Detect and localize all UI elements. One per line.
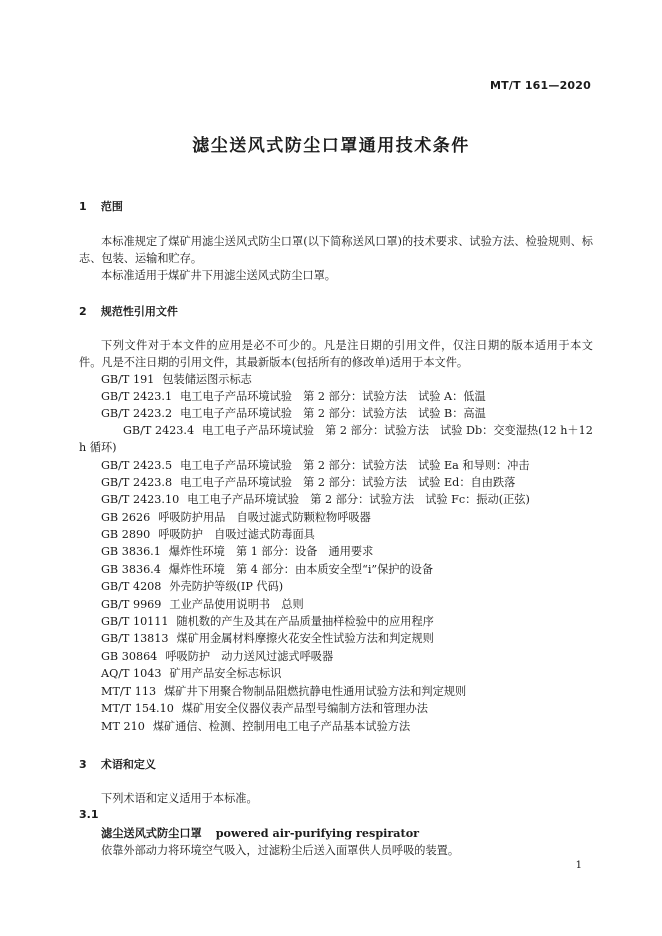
scope-paragraph-1: 本标准规定了煤矿用滤尘送风式防尘口罩(以下简称送风口罩)的技术要求、试验方法、检验规则、标志、包装、运输和贮存。 <box>79 235 593 265</box>
term-english: powered air-purifying respirator <box>215 826 420 840</box>
ref-title: 煤矿用金属材料摩擦火花安全性试验方法和判定规则 <box>176 632 434 645</box>
ref-title: 爆炸性环境 第 4 部分：由本质安全型“i”保护的设备 <box>168 563 434 576</box>
ref-item <box>101 491 593 508</box>
ref-title: 煤矿井下用聚合物制品阻燃抗静电性通用试验方法和判定规则 <box>164 685 467 698</box>
ref-code: GB/T 9969 <box>101 598 162 611</box>
standard-code: MT/T 161—2020 <box>490 79 591 92</box>
ref-code: GB/T 4208 <box>101 580 162 593</box>
ref-item <box>101 388 593 405</box>
ref-item <box>101 561 593 578</box>
ref-item <box>101 648 593 665</box>
ref-code: GB/T 13813 <box>101 632 169 645</box>
ref-title: 电工电子产品环境试验 第 2 部分：试验方法 试验 Fc：振动(正弦) <box>187 493 530 506</box>
ref-item <box>101 630 593 647</box>
section-title: 术语和定义 <box>100 758 156 771</box>
section-heading-scope <box>79 198 123 214</box>
document-title: 滤尘送风式防尘口罩通用技术条件 <box>192 136 470 156</box>
ref-item <box>101 526 593 543</box>
ref-code: GB/T 2423.2 <box>101 407 173 420</box>
term-chinese: 滤尘送风式防尘口罩 <box>101 827 202 840</box>
ref-item <box>101 613 593 630</box>
ref-title: 呼吸防护用品 自吸过滤式防颗粒物呼吸器 <box>158 511 371 524</box>
ref-item <box>101 683 593 700</box>
ref-title: 随机数的产生及其在产品质量抽样检验中的应用程序 <box>176 615 434 628</box>
clause-number: 3.1 <box>79 808 99 821</box>
section-number: 1 <box>79 200 87 213</box>
ref-code: GB 30864 <box>101 650 158 663</box>
section-number: 3 <box>79 758 87 771</box>
ref-title: 电工电子产品环境试验 第 2 部分：试验方法 试验 Ed：自由跌落 <box>180 476 516 489</box>
ref-code: AQ/T 1043 <box>101 667 162 680</box>
ref-title: 电工电子产品环境试验 第 2 部分：试验方法 试验 Ea 和导则：冲击 <box>180 459 530 472</box>
ref-code: GB/T 10111 <box>101 615 169 628</box>
ref-code: GB/T 2423.4 <box>123 424 195 437</box>
ref-item <box>101 509 593 526</box>
ref-code: GB/T 2423.1 <box>101 390 173 403</box>
ref-item <box>101 700 593 717</box>
ref-code: GB 2626 <box>101 511 151 524</box>
ref-title: 爆炸性环境 第 1 部分：设备 通用要求 <box>168 545 374 558</box>
section-heading-terms <box>79 756 156 772</box>
ref-item <box>101 457 593 474</box>
term-definition: 依靠外部动力将环境空气吸入，过滤粉尘后送入面罩供人员呼吸的装置。 <box>101 844 460 857</box>
ref-title: 煤矿用安全仪器仪表产品型号编制方法和管理办法 <box>181 702 428 715</box>
ref-item <box>79 422 593 456</box>
ref-code: GB/T 2423.5 <box>101 459 173 472</box>
ref-title: 矿用产品安全标志标识 <box>169 667 282 680</box>
ref-title: 电工电子产品环境试验 第 2 部分：试验方法 试验 A：低温 <box>180 390 486 403</box>
ref-item <box>101 578 593 595</box>
ref-item <box>101 718 593 735</box>
ref-item <box>101 371 593 388</box>
ref-title: 工业产品使用说明书 总则 <box>169 598 304 611</box>
page-number: 1 <box>575 860 582 871</box>
ref-title: 煤矿通信、检测、控制用电工电子产品基本试验方法 <box>152 720 411 733</box>
scope-paragraph-2: 本标准适用于煤矿井下用滤尘送风式防尘口罩。 <box>101 269 336 282</box>
section-title: 规范性引用文件 <box>100 305 178 318</box>
ref-title: 呼吸防护 动力送风过滤式呼吸器 <box>165 650 334 663</box>
ref-item <box>101 665 593 682</box>
ref-code: GB/T 2423.8 <box>101 476 173 489</box>
ref-item <box>101 474 593 491</box>
term-entry <box>101 825 419 841</box>
ref-title: 呼吸防护 自吸过滤式防毒面具 <box>158 528 315 541</box>
terms-intro: 下列术语和定义适用于本标准。 <box>101 792 258 805</box>
ref-code: GB 2890 <box>101 528 151 541</box>
ref-code: GB/T 191 <box>101 373 155 386</box>
ref-title: 外壳防护等级(IP 代码) <box>169 580 284 593</box>
ref-title: 包装储运图示标志 <box>162 373 252 386</box>
section-heading-normative-refs <box>79 303 178 319</box>
ref-title: 电工电子产品环境试验 第 2 部分：试验方法 试验 Db：交变湿热(12 h＋12 h 循环) <box>79 424 593 454</box>
ref-code: MT/T 154.10 <box>101 702 174 715</box>
section-number: 2 <box>79 305 87 318</box>
ref-code: GB/T 2423.10 <box>101 493 180 506</box>
ref-title: 电工电子产品环境试验 第 2 部分：试验方法 试验 B：高温 <box>180 407 486 420</box>
refs-intro: 下列文件对于本文件的应用是必不可少的。凡是注日期的引用文件，仅注日期的版本适用于本文件。凡是不注日期的引用文件，其最新版本(包括所有的修改单)适用于本文件。 <box>79 339 593 369</box>
ref-code: MT/T 113 <box>101 685 157 698</box>
ref-item <box>101 596 593 613</box>
section-title: 范围 <box>100 200 123 213</box>
ref-code: GB 3836.4 <box>101 563 161 576</box>
ref-item <box>101 405 593 422</box>
ref-code: MT 210 <box>101 720 145 733</box>
ref-code: GB 3836.1 <box>101 545 161 558</box>
ref-item <box>101 543 593 560</box>
